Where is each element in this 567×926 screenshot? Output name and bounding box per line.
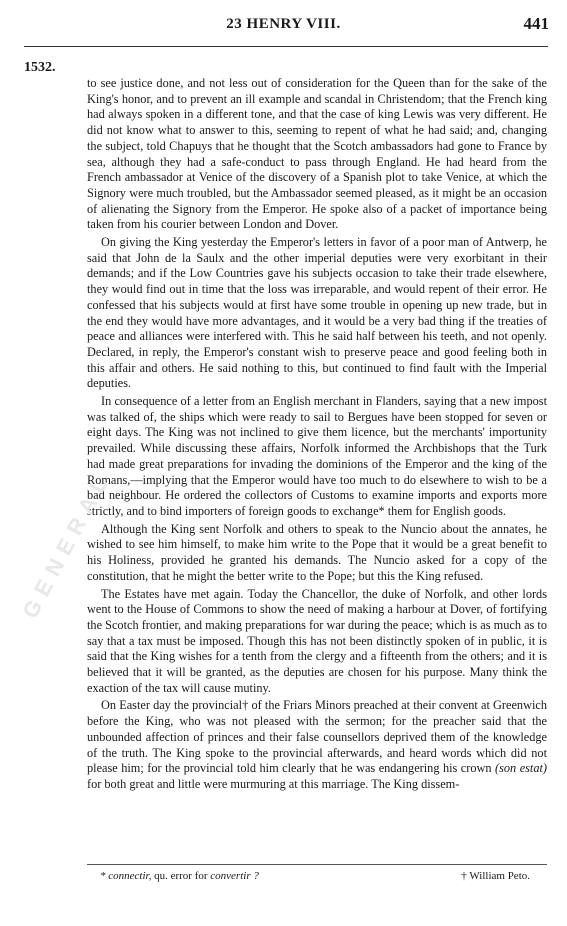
header-rule <box>24 46 548 47</box>
footnotes <box>100 870 530 882</box>
footnote-rule <box>87 864 547 865</box>
paragraph-6-text: On Easter day the provincial† of the Friars Minors preached at their convent at Greenwich before the King, who was not pleased with the sermon; for the preacher said that the unbounded affection of princes and their false counsellors deprived them of the knowledge of the truth. The King spoke to the provincial afterwards, and heard words which did not please him; for the provincial told him clearly that he was endangering his crown <box>87 698 547 776</box>
watermark-text: GENERAL <box>17 466 117 623</box>
paragraph-5: The Estates have met again. Today the Chancellor, the duke of Norfolk, and other lords went to the House of Commons to show the need of making a harbour at Dover, of fortifying the Scotch frontier, and making preparations for war during the peace; which is as much as to say that a tax must be imposed. Though this has not been distinctly spoken of in public, it is said that the King wishes for a tenth from the clergy and a fifteenth from the others; and it is believed that it will be granted, as the deputies are chosen for his purpose. Many think the exaction of the tax will cause mutiny. <box>87 586 547 695</box>
italic-phrase: (son estat) <box>495 761 548 776</box>
footnote-left-text: qu. error for <box>151 870 211 882</box>
footnote-left <box>100 870 259 882</box>
footnote-left-italic-2: convertir ? <box>210 870 259 882</box>
paragraph-3: In consequence of a letter from an English merchant in Flanders, saying that a new impost was talked of, the ships which were ready to sail to Bergues have been stopped for seven or eight days. The King was not inclined to give them licence, but the merchants' importunity prevailed. While discussing these affairs, Norfolk informed the Archbishops that the Turk had made great preparations for invading the dominions of the Emperor and the king of the Romans,—implying that the Emperor would have too much to do elsewhere to wish to be a bad neighbour. He ordered the collectors of Customs to examine imports and exports more strictly, and to bind importers of foreign goods to exchange* them for English goods. <box>87 394 547 518</box>
paragraph-1: to see justice done, and not less out of consideration for the Queen than for the sake of the King's honor, and to prevent an ill example and scandal in Christendom; that the French king had always spoken in a different tone, and that the case of king Lewis was very different. He did not know what to answer to this, seeming to repent of what he had said; and, changing the subject, told Chapuys that he thought that the Scotch ambassadors had gone to France by sea, although they had a safe-conduct to pass through England. He had heard from the French ambassador at Venice of the discovery of a Spanish plot to take Venice, at which the Signory were much troubled, but the Ambassador seemed pleased, as it might be an occasion of alienating the Signory from the Emperor. He spoke also of a packet of importance being taken from his courier between London and Dover. <box>87 76 547 232</box>
paragraph-6-end: for both great and little were murmuring at this marriage. The King dissem- <box>87 776 460 791</box>
page-number: 441 <box>523 14 549 33</box>
paragraph-4: Although the King sent Norfolk and others to speak to the Nuncio about the annates, he wished to see him himself, to make him write to the Pope that it would be a great benefit to his Holiness, provided he granted his demands. The Nuncio asked for a copy of the constitution, that he might the better write to the Pope; but this the King refused. <box>87 521 547 583</box>
paragraph-6 <box>87 698 547 792</box>
paragraph-2: On giving the King yesterday the Emperor's letters in favor of a poor man of Antwerp, he said that John de la Saulx and the other imperial deputies were very exorbitant in their demands; and if the Low Countries gave his subjects occasion to take their trade elsewhere, they would find out in time that the loss was irreparable, and would repent of their error. He confessed that his subjects would at first have some trouble in opening up new trade, but in the end they would have more advantages, and it would be a very bad thing if the treaties of peace and alliances were interfered with. This he said half between his teeth, and not openly. Declared, in reply, the Emperor's constant wish to preserve peace and good feeling both in this affair and others. He said nothing to this, but continued to find fault with the Imperial deputies. <box>87 235 547 391</box>
margin-year: 1532. <box>24 60 56 75</box>
body-text <box>87 76 547 795</box>
footnote-right: † William Peto. <box>461 870 530 882</box>
footnote-left-italic: * connectir, <box>100 870 152 882</box>
running-head: 23 HENRY VIII. <box>226 16 341 32</box>
page-header <box>0 12 567 38</box>
